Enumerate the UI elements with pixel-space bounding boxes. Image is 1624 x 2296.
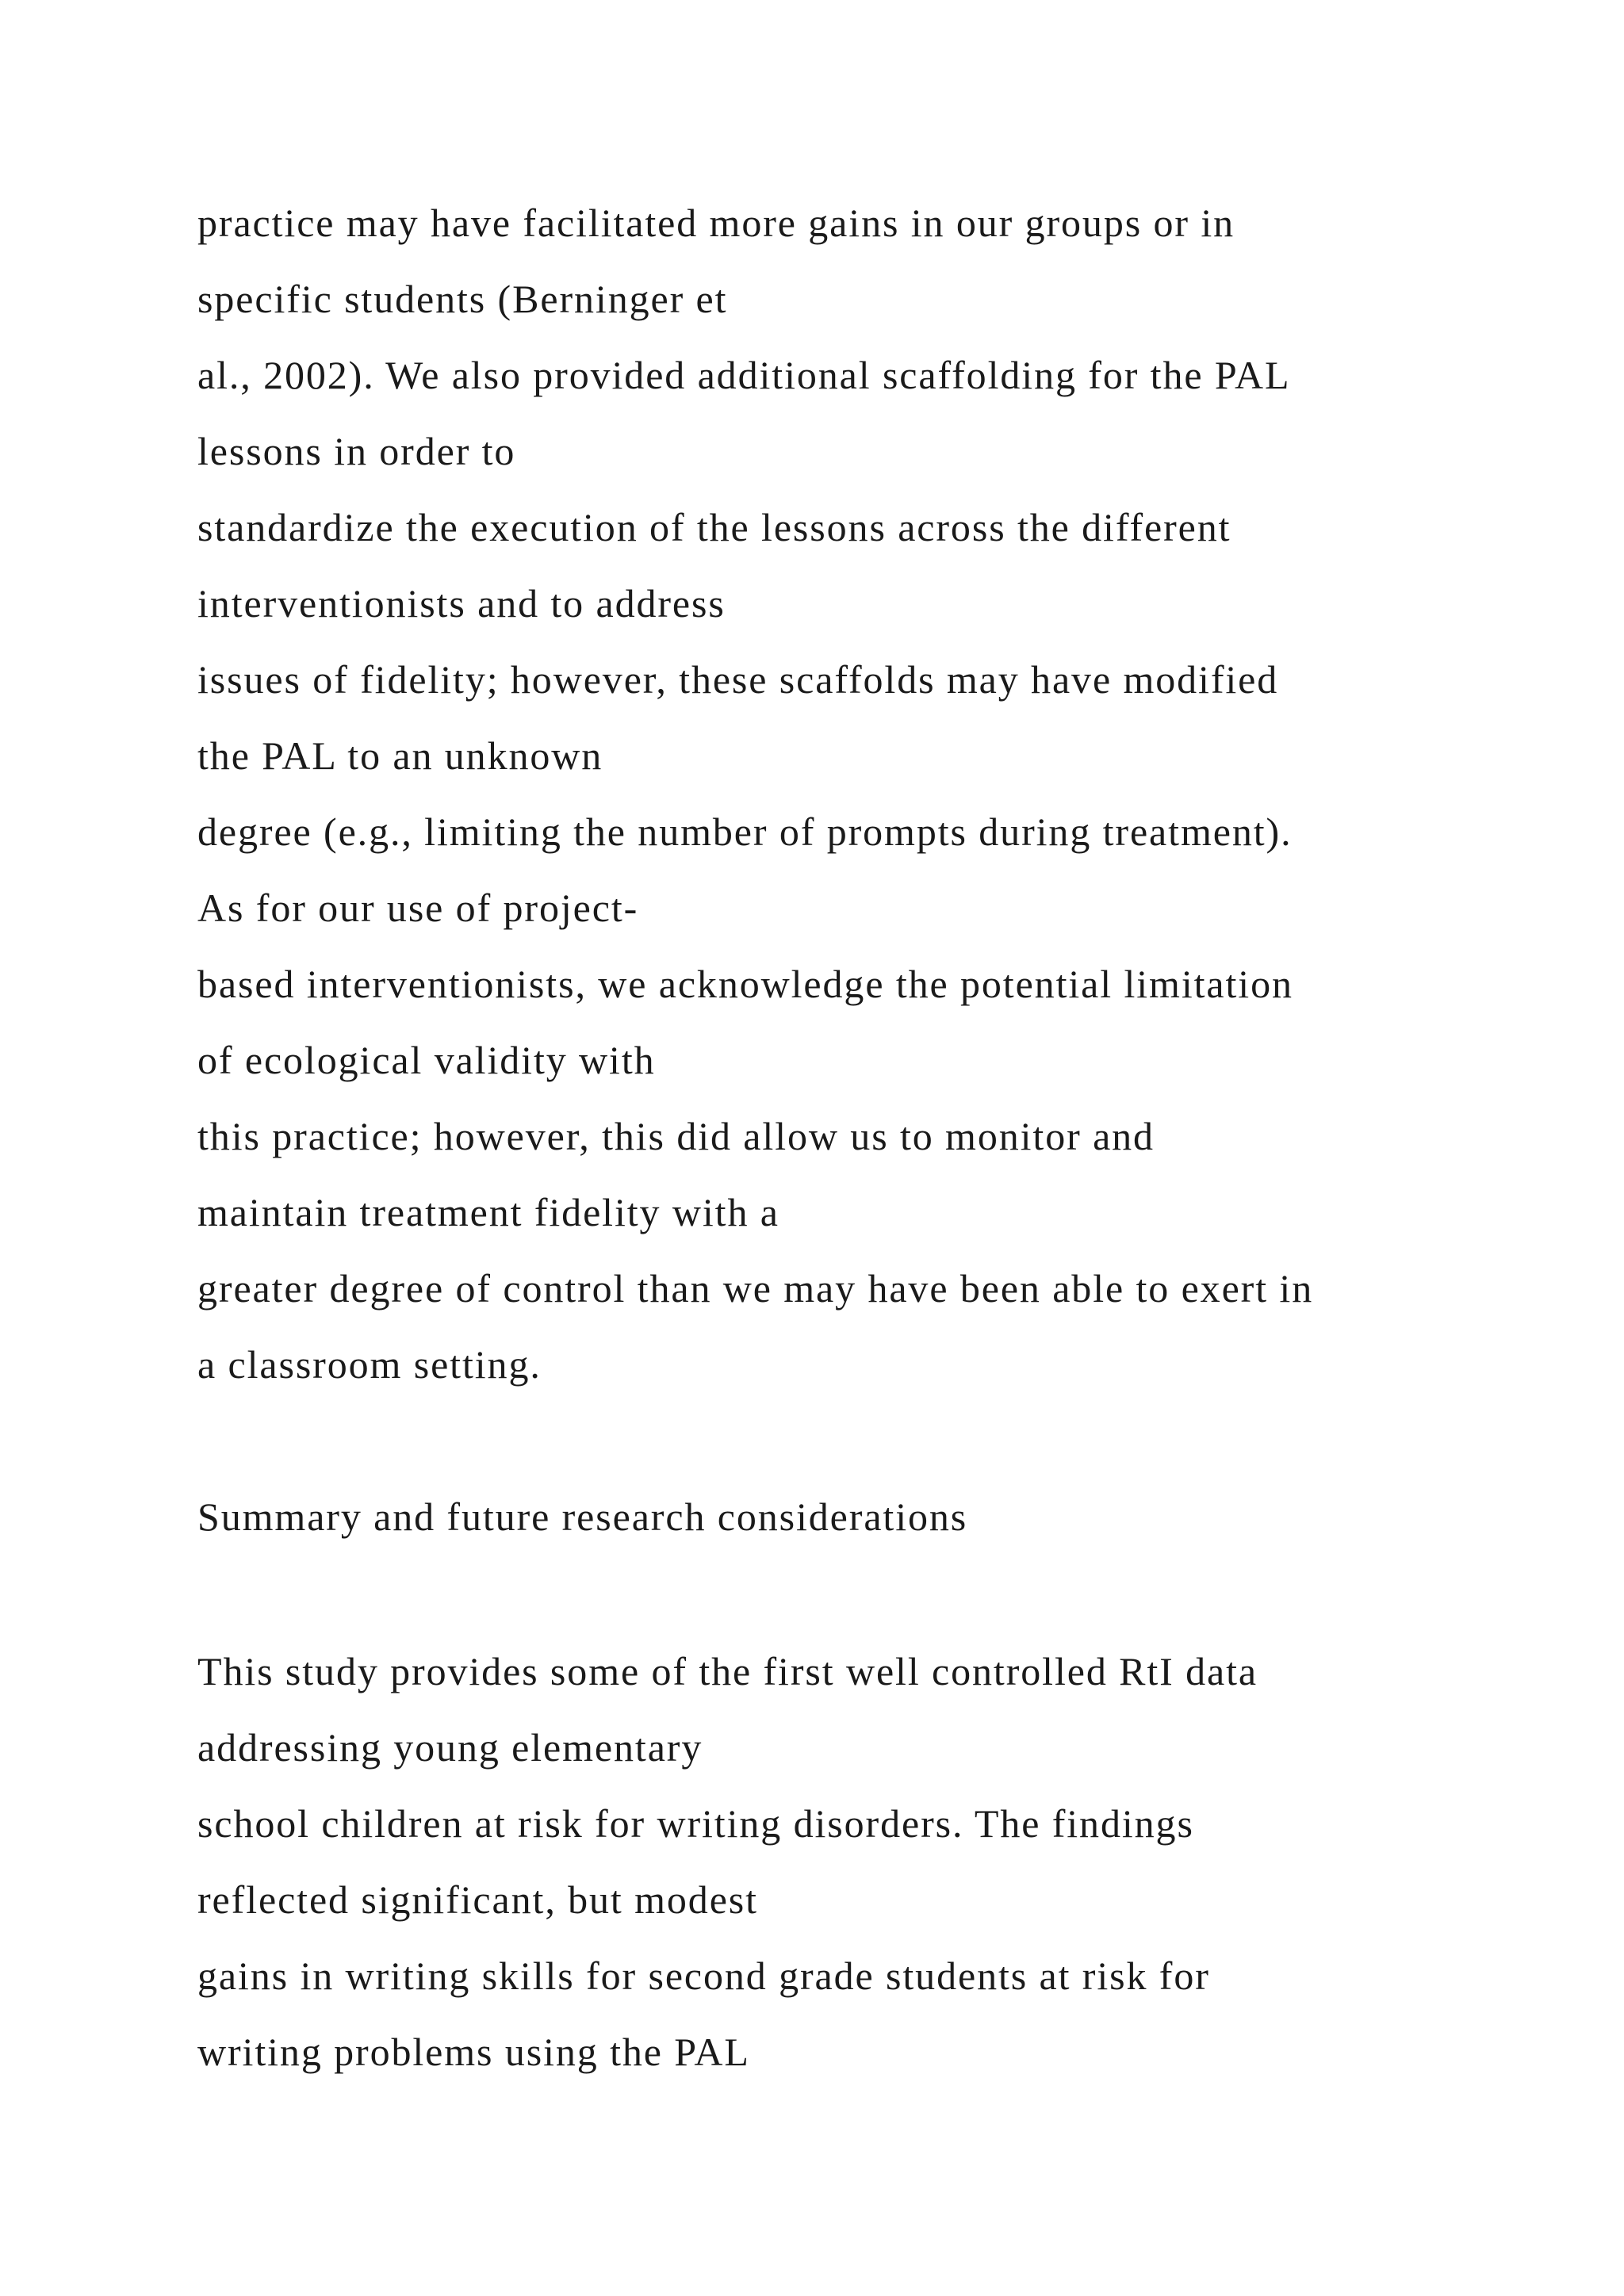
text-line: As for our use of project-: [197, 886, 639, 930]
text-line: maintain treatment fidelity with a: [197, 1190, 779, 1234]
text-line: the PAL to an unknown: [197, 733, 603, 778]
section-heading: [197, 1479, 1545, 1555]
text-line: writing problems using the PAL: [197, 2030, 750, 2074]
text-line: a classroom setting.: [197, 1342, 542, 1387]
body-paragraph-1: [197, 185, 1545, 1402]
text-line: addressing young elementary: [197, 1725, 703, 1770]
text-line: gains in writing skills for second grade students at risk for: [197, 1954, 1210, 1998]
section-heading-text: Summary and future research considerations: [197, 1494, 968, 1539]
text-line: issues of fidelity; however, these scaffolds may have modified: [197, 657, 1279, 702]
text-line: This study provides some of the first well controlled RtI data: [197, 1649, 1258, 1693]
text-line: lessons in order to: [197, 429, 516, 473]
text-line: standardize the execution of the lessons across the different: [197, 505, 1231, 549]
text-line: interventionists and to address: [197, 581, 726, 626]
text-line: specific students (Berninger et: [197, 277, 728, 321]
text-line: al., 2002). We also provided additional scaffolding for the PAL: [197, 353, 1291, 397]
text-line: degree (e.g., limiting the number of prompts during treatment).: [197, 809, 1293, 854]
text-line: of ecological validity with: [197, 1038, 656, 1082]
text-line: this practice; however, this did allow us to monitor and: [197, 1114, 1155, 1158]
text-line: reflected significant, but modest: [197, 1877, 758, 1922]
text-line: school children at risk for writing disorders. The findings: [197, 1801, 1194, 1846]
text-line: greater degree of control than we may have been able to exert in: [197, 1266, 1314, 1311]
body-paragraph-2: [197, 1633, 1545, 2090]
text-line: practice may have facilitated more gains in our groups or in: [197, 201, 1235, 245]
text-line: based interventionists, we acknowledge the potential limitation: [197, 962, 1293, 1006]
